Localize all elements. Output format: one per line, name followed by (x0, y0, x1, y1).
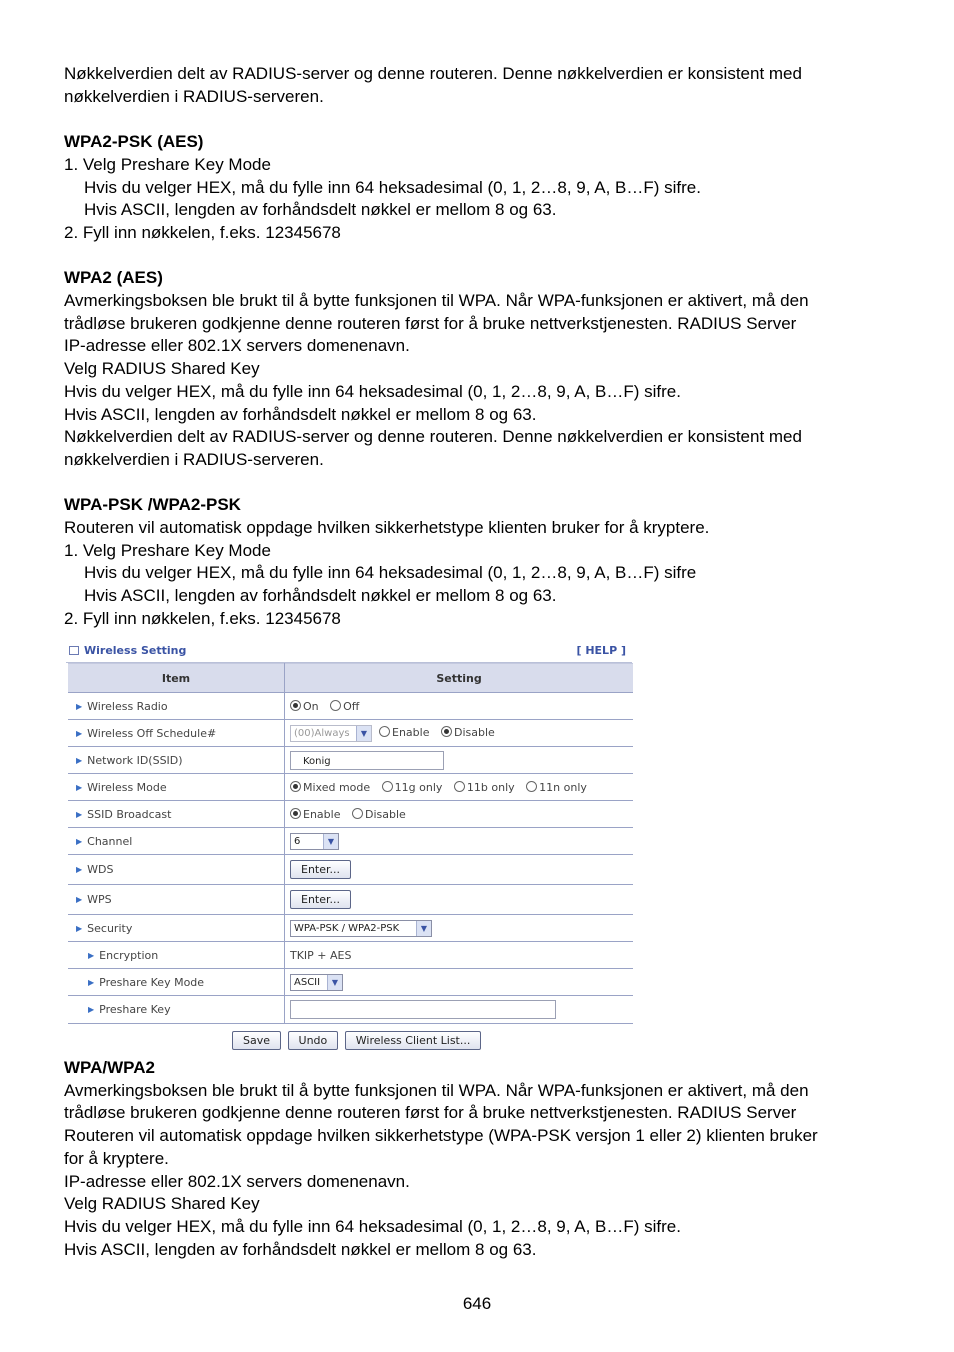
row-label: Channel (87, 834, 133, 848)
text-line: 1. Velg Preshare Key Mode (64, 154, 271, 174)
chevron-down-icon: ▼ (323, 834, 338, 849)
button-row (232, 1031, 484, 1050)
ssid-input[interactable]: Konig (290, 751, 444, 770)
column-header-setting: Setting (285, 664, 634, 693)
row-label: Encryption (99, 948, 159, 962)
save-button[interactable]: Save (232, 1031, 281, 1050)
table-row (68, 915, 633, 942)
screenshot-title: Wireless Setting (69, 644, 186, 657)
text-line: 2. Fyll inn nøkkelen, f.eks. 12345678 (64, 222, 341, 242)
row-label: SSID Broadcast (87, 807, 172, 821)
preshare-key-input[interactable] (290, 1000, 556, 1019)
table-row (68, 855, 633, 885)
text-line: Velg RADIUS Shared Key (64, 1194, 260, 1214)
text-line: Hvis du velger HEX, må du fylle inn 64 heksadesimal (0, 1, 2…8, 9, A, B…F) sifre (84, 563, 697, 583)
text-line: IP-adresse eller 802.1X servers domenenavn. (64, 336, 410, 356)
radio-label: Enable (392, 726, 430, 739)
row-label: Security (87, 921, 133, 935)
radio-11b-only[interactable] (454, 781, 465, 792)
text-line: for å kryptere. (64, 1148, 169, 1168)
table-row (68, 801, 633, 828)
document-body (64, 63, 884, 631)
section-heading-wpa2-psk: WPA2-PSK (AES) (64, 132, 204, 152)
chevron-down-icon: ▼ (356, 726, 371, 741)
radio-schedule-enable[interactable] (379, 726, 390, 737)
arrow-right-icon: ▶ (76, 923, 83, 933)
arrow-right-icon: ▶ (76, 755, 83, 765)
row-label: Preshare Key Mode (99, 975, 205, 989)
text-line: 2. Fyll inn nøkkelen, f.eks. 12345678 (64, 608, 341, 628)
radio-label: Enable (303, 807, 341, 821)
text-line: Hvis du velger HEX, må du fylle inn 64 heksadesimal (0, 1, 2…8, 9, A, B…F) sifre. (64, 381, 681, 401)
radio-mixed-mode[interactable] (290, 781, 301, 792)
row-label: WPS (87, 893, 112, 906)
text-line: Hvis ASCII, lengden av forhåndsdelt nøkkel er mellom 8 og 63. (64, 404, 537, 424)
table-row (68, 828, 633, 855)
table-row (68, 774, 633, 801)
arrow-right-icon: ▶ (88, 977, 95, 987)
text-line: trådløse brukeren godkjenne denne routeren først for å bruke nettverkstjenesten. RADIUS Server (64, 1103, 797, 1123)
radio-label: Disable (453, 726, 495, 739)
chevron-down-icon: ▼ (416, 921, 431, 936)
text-line: Hvis ASCII, lengden av forhåndsdelt nøkkel er mellom 8 og 63. (64, 1239, 537, 1259)
table-row (68, 885, 633, 915)
chevron-down-icon: ▼ (327, 975, 342, 990)
table-row (68, 969, 633, 996)
wds-enter-button[interactable]: Enter... (290, 860, 351, 879)
channel-select[interactable]: 6 ▼ (290, 833, 339, 850)
radio-off[interactable] (330, 700, 341, 711)
radio-label: 11b only (466, 780, 515, 794)
text-line: Hvis du velger HEX, må du fylle inn 64 heksadesimal (0, 1, 2…8, 9, A, B…F) sifre. (84, 177, 701, 197)
table-row (68, 747, 633, 774)
row-label: Network ID(SSID) (87, 753, 183, 767)
screenshot-header (66, 638, 632, 663)
text-line: Routeren vil automatisk oppdage hvilken sikkerhetstype (WPA-PSK versjon 1 eller 2) klienten bruker (64, 1126, 818, 1146)
text-line: Avmerkingsboksen ble brukt til å bytte funksjonen til WPA. Når WPA-funksjonen er aktivert, må den (64, 1080, 809, 1100)
arrow-right-icon: ▶ (76, 809, 83, 819)
radio-broadcast-disable[interactable] (352, 808, 363, 819)
radio-label: Disable (364, 807, 406, 821)
row-label: Preshare Key (99, 1003, 171, 1016)
radio-label: On (303, 699, 319, 713)
text-line: Nøkkelverdien delt av RADIUS-server og denne routeren. Denne nøkkelverdien er konsistent med (64, 427, 802, 447)
text-line: Avmerkingsboksen ble brukt til å bytte funksjonen til WPA. Når WPA-funksjonen er aktivert, må den (64, 291, 809, 310)
radio-label: 11g only (394, 780, 443, 794)
radio-label: Mixed mode (303, 780, 371, 794)
text-line: Routeren vil automatisk oppdage hvilken sikkerhetstype klienten bruker for å kryptere. (64, 518, 710, 538)
table-row (68, 693, 633, 720)
wireless-client-list-button[interactable]: Wireless Client List... (345, 1031, 482, 1050)
wps-enter-button[interactable]: Enter... (290, 890, 351, 909)
column-header-item: Item (68, 664, 285, 693)
arrow-right-icon: ▶ (76, 865, 83, 874)
schedule-select[interactable]: (00)Always ▼ (290, 725, 372, 742)
row-label: WDS (87, 863, 114, 876)
section-heading-wpa-psk: WPA-PSK /WPA2-PSK (64, 495, 241, 515)
wireless-setting-screenshot (66, 638, 634, 1052)
radio-schedule-disable[interactable] (441, 726, 452, 737)
key-mode-select[interactable]: ASCII ▼ (290, 974, 343, 991)
row-label: Wireless Radio (87, 699, 168, 713)
help-link[interactable]: [ HELP ] (576, 644, 626, 657)
text-line: Hvis ASCII, lengden av forhåndsdelt nøkkel er mellom 8 og 63. (84, 586, 557, 606)
text-line: nøkkelverdien i RADIUS-serveren. (64, 449, 324, 469)
radio-label: 11n only (539, 780, 587, 794)
radio-on[interactable] (290, 700, 301, 711)
arrow-right-icon: ▶ (76, 728, 83, 738)
radio-11n-only[interactable] (526, 781, 537, 792)
radio-label: Off (343, 699, 360, 713)
text-line: IP-adresse eller 802.1X servers domenenavn. (64, 1171, 410, 1191)
security-select[interactable]: WPA-PSK / WPA2-PSK ▼ (290, 920, 432, 937)
checkbox-icon (69, 646, 79, 655)
row-label: Wireless Off Schedule# (87, 726, 217, 740)
text-line: Hvis du velger HEX, må du fylle inn 64 heksadesimal (0, 1, 2…8, 9, A, B…F) sifre. (64, 1216, 681, 1236)
table-row (68, 942, 633, 969)
section-heading-wpa-wpa2: WPA/WPA2 (64, 1058, 155, 1077)
encryption-value: TKIP + AES (290, 948, 352, 962)
text-line: 1. Velg Preshare Key Mode (64, 540, 271, 560)
text-line: trådløse brukeren godkjenne denne routeren først for å bruke nettverkstjenesten. RADIUS Server (64, 313, 797, 333)
arrow-right-icon: ▶ (76, 782, 83, 792)
radio-broadcast-enable[interactable] (290, 808, 301, 819)
section-heading-wpa2: WPA2 (AES) (64, 268, 163, 288)
row-label: Wireless Mode (87, 780, 167, 794)
table-row (68, 720, 633, 747)
arrow-right-icon: ▶ (88, 1005, 95, 1014)
undo-button[interactable]: Undo (288, 1031, 339, 1050)
radio-11g-only[interactable] (382, 781, 393, 792)
text-line: Hvis ASCII, lengden av forhåndsdelt nøkkel er mellom 8 og 63. (84, 200, 557, 220)
intro-line: Nøkkelverdien delt av RADIUS-server og denne routeren. Denne nøkkelverdien er konsistent med (64, 64, 802, 83)
arrow-right-icon: ▶ (76, 701, 83, 711)
document-body-lower (64, 1057, 884, 1261)
settings-table (68, 663, 633, 1024)
text-line: Velg RADIUS Shared Key (64, 359, 260, 379)
arrow-right-icon: ▶ (76, 895, 83, 904)
arrow-right-icon: ▶ (76, 836, 83, 846)
table-row (68, 996, 633, 1024)
intro-line: nøkkelverdien i RADIUS-serveren. (64, 86, 324, 106)
arrow-right-icon: ▶ (88, 950, 95, 960)
page-number: 646 (462, 1294, 492, 1313)
